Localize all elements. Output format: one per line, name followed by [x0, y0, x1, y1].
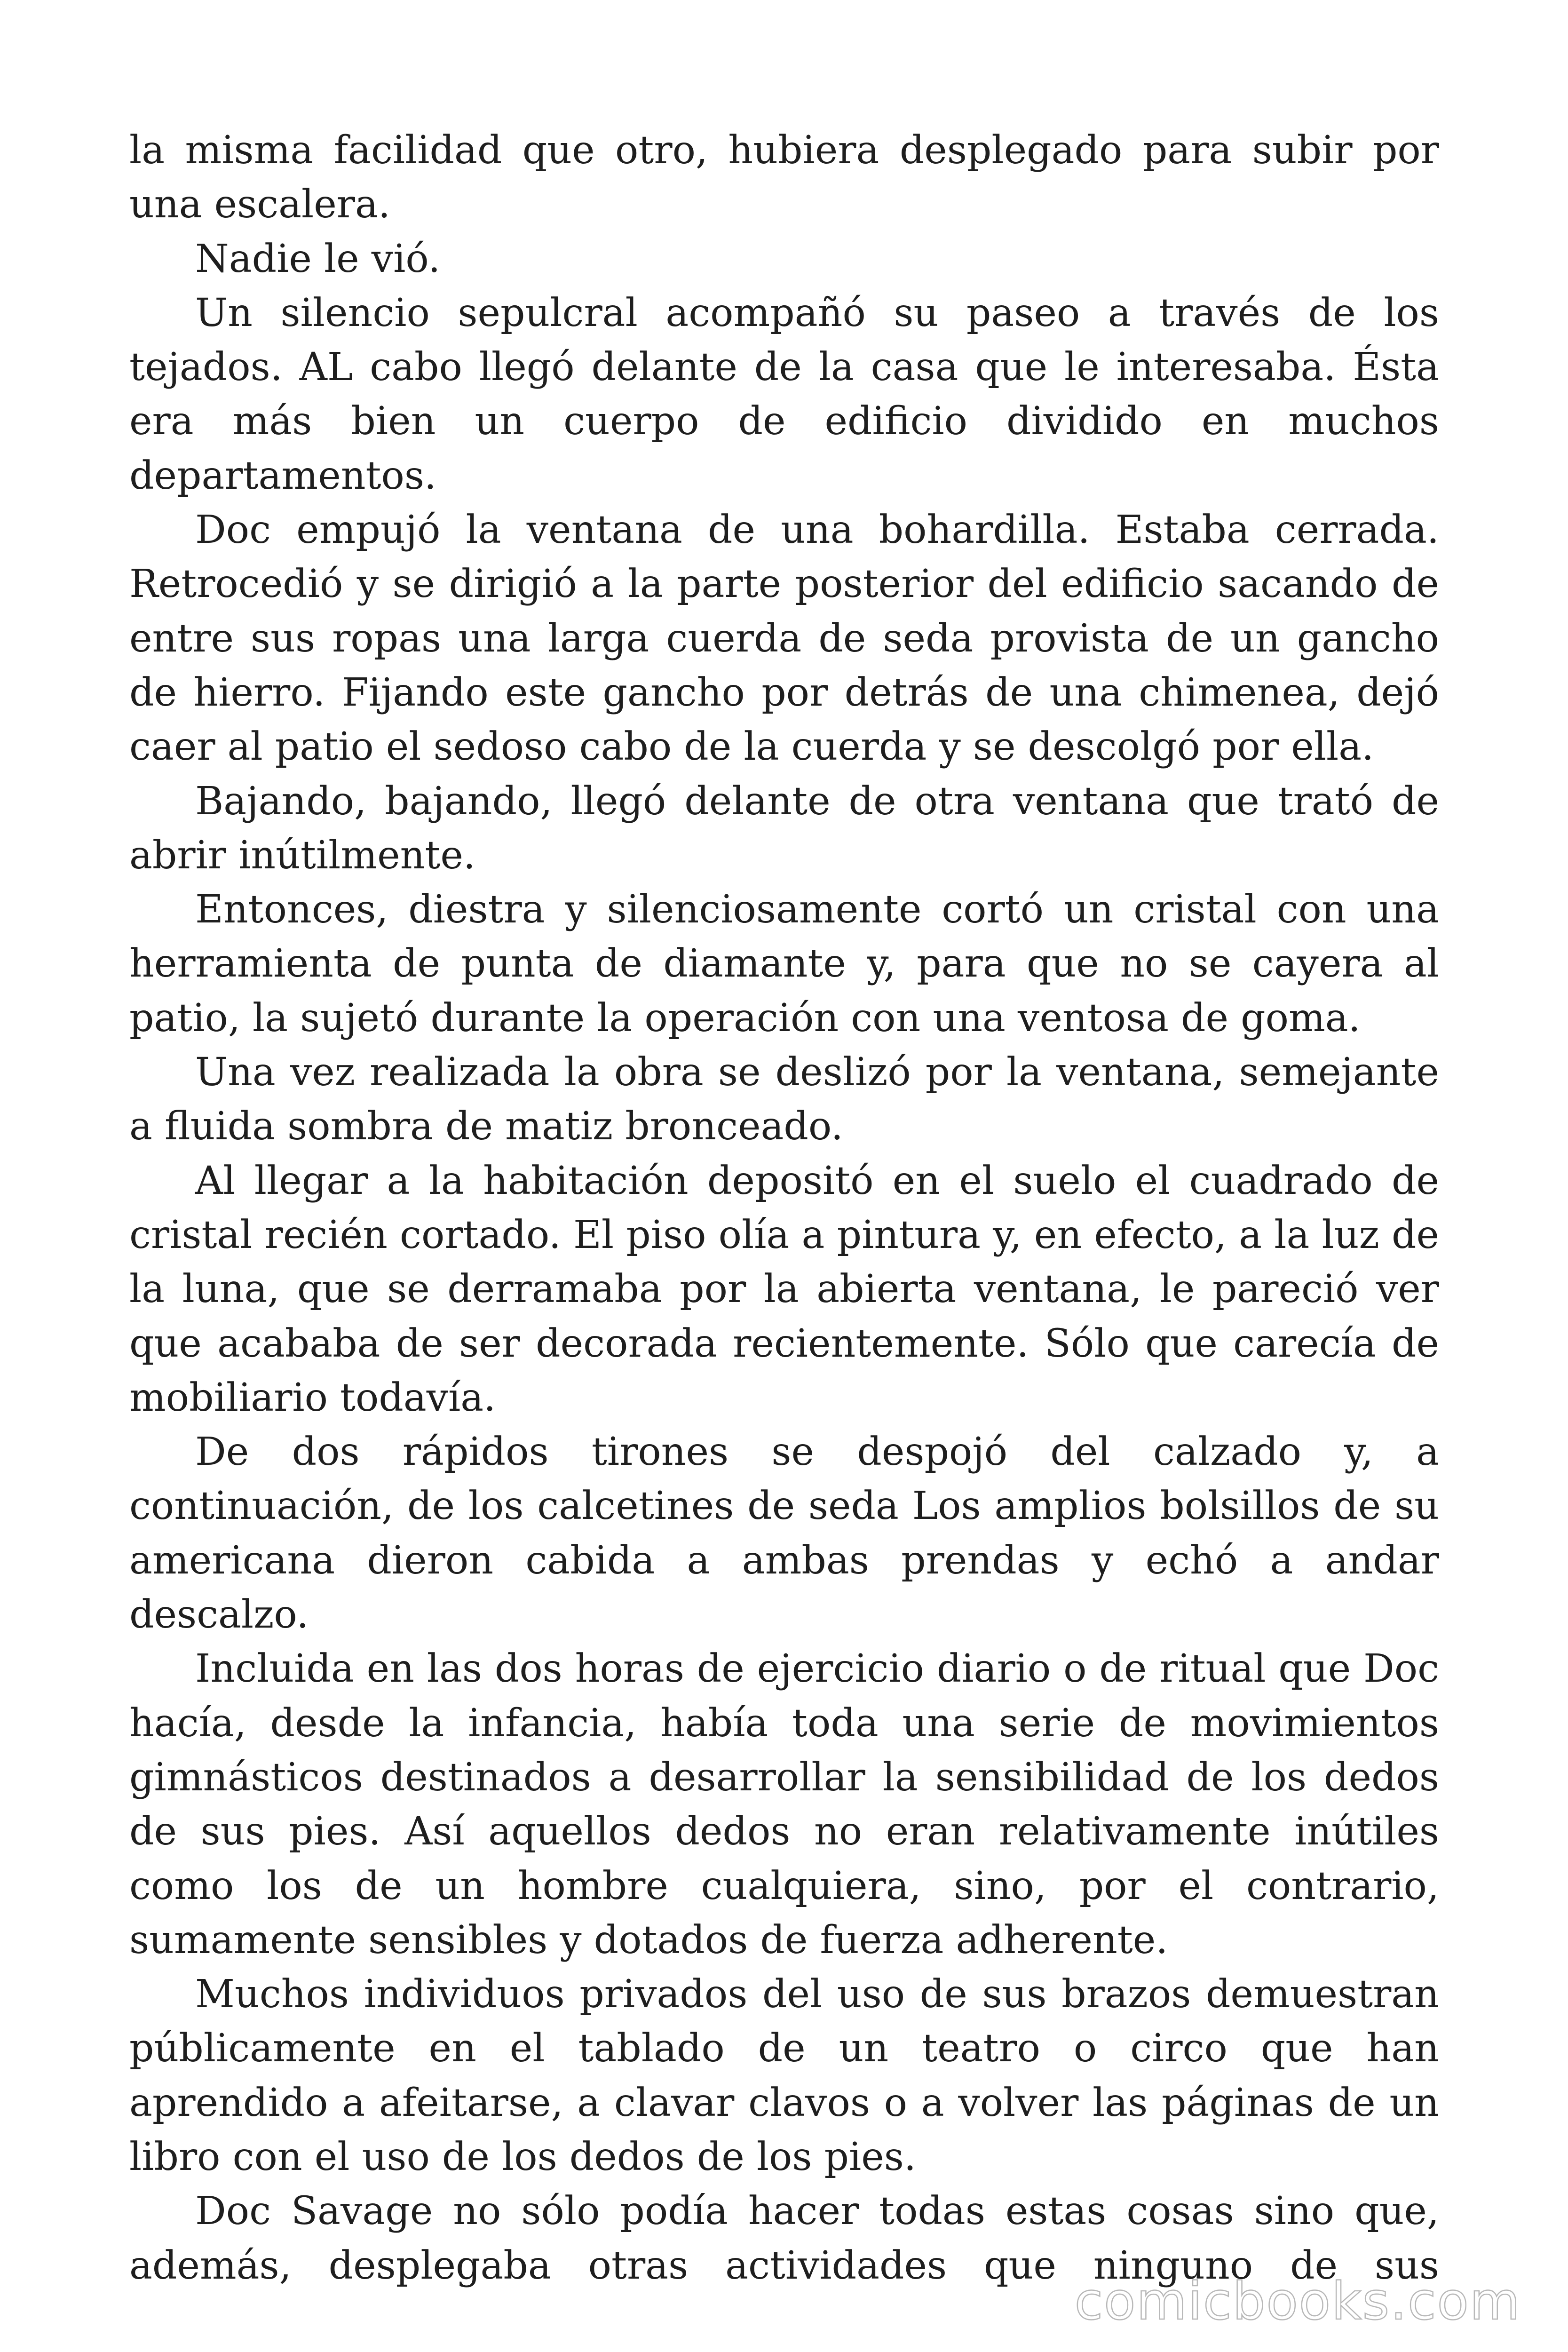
paragraph-truncated: Doc Savage no sólo podía hacer todas estas cosas sino que, además, desplegaba otras actividades que ninguno de sus — [129, 2189, 1439, 2288]
paragraph: Al llegar a la habitación depositó en el suelo el cuadrado de cristal recién cortado. El piso olía a pintura y, en efecto, a la luz de la luna, que se derramaba por la abierta ventana, le pareció ver que acababa de ser decorada recientemente. Sólo que carecía de mobiliario todavía. — [129, 1158, 1439, 1420]
paragraph-continued: la misma facilidad que otro, hubiera desplegado para subir por una escalera. — [129, 128, 1439, 227]
paragraph: Entonces, diestra y silenciosamente cortó un cristal con una herramienta de punta de diamante y, para que no se cayera al patio, la sujetó durante la operación con una ventosa de goma. — [129, 887, 1439, 1041]
paragraph: Un silencio sepulcral acompañó su paseo a través de los tejados. AL cabo llegó delante de la casa que le interesaba. Ésta era más bien un cuerpo de edificio dividido en muchos departamentos. — [129, 290, 1439, 498]
paragraph: Incluida en las dos horas de ejercicio diario o de ritual que Doc hacía, desde la infancia, había toda una serie de movimientos gimnásticos destinados a desarrollar la sensibilidad de los dedos de sus pies. Así aquellos dedos no eran relativamente inútiles como los de un hombre cualquiera, sino, por el contrario, sumamente sensibles y dotados de fuerza adherente. — [129, 1646, 1439, 1963]
paragraph: Una vez realizada la obra se deslizó por la ventana, semejante a fluida sombra de matiz bronceado. — [129, 1050, 1439, 1149]
paragraph: De dos rápidos tirones se despojó del calzado y, a continuación, de los calcetines de seda Los amplios bolsillos de su americana dieron cabida a ambas prendas y echó a andar descalzo. — [129, 1430, 1439, 1637]
paragraph: Bajando, bajando, llegó delante de otra ventana que trató de abrir inútilmente. — [129, 779, 1439, 878]
watermark: comicbooks.com — [1074, 2271, 1521, 2331]
paragraph: Muchos individuos privados del uso de sus brazos demuestran públicamente en el tablado de un teatro o circo que han aprendido a afeitarse, a clavar clavos o a volver las páginas de un libro con el uso de los dedos de los pies. — [129, 1972, 1439, 2179]
body-text — [129, 123, 1439, 2293]
paragraph: Doc empujó la ventana de una bohardilla. Estaba cerrada. Retrocedió y se dirigió a la parte posterior del edificio sacando de entre sus ropas una larga cuerda de seda provista de un gancho de hierro. Fijando este gancho por detrás de una chimenea, dejó caer al patio el sedoso cabo de la cuerda y se descolgó por ella. — [129, 508, 1439, 770]
paragraph: Nadie le vió. — [195, 236, 441, 281]
